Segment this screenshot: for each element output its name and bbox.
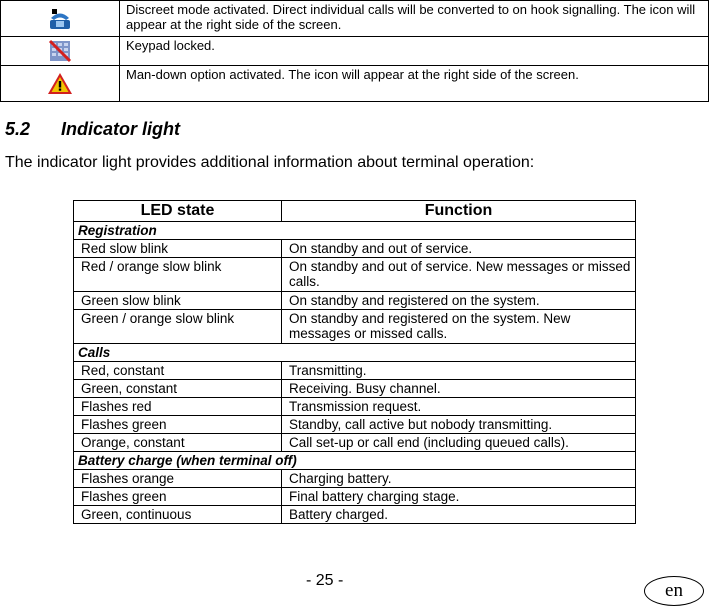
led-state-cell: Flashes orange <box>74 470 282 488</box>
function-cell: Transmission request. <box>282 398 636 416</box>
group-row <box>74 222 636 240</box>
table-row <box>74 258 636 292</box>
icon-row <box>1 1 709 37</box>
led-state-cell: Flashes green <box>74 488 282 506</box>
function-cell: Call set-up or call end (including queued calls). <box>282 434 636 452</box>
group-row <box>74 344 636 362</box>
icon-row-text: Discreet mode activated. Direct individual calls will be converted to on hook signalling. The icon will appear at the right side of the screen. <box>120 1 709 37</box>
led-state-cell: Green slow blink <box>74 292 282 310</box>
table-row <box>74 310 636 344</box>
table-row <box>74 470 636 488</box>
page-number: - 25 - <box>306 572 344 589</box>
section-title: Indicator light <box>61 119 180 139</box>
intro-text: The indicator light provides additional information about terminal operation: <box>5 154 535 171</box>
group-label: Calls <box>74 344 636 362</box>
table-row <box>74 488 636 506</box>
led-state-cell: Flashes green <box>74 416 282 434</box>
function-cell: Final battery charging stage. <box>282 488 636 506</box>
column-header-function: Function <box>282 201 636 222</box>
function-cell: Charging battery. <box>282 470 636 488</box>
function-cell: Standby, call active but nobody transmitting. <box>282 416 636 434</box>
table-header-row <box>74 201 636 222</box>
table-row <box>74 416 636 434</box>
keypad-locked-icon <box>47 38 73 64</box>
language-badge: en <box>644 576 704 606</box>
table-row <box>74 398 636 416</box>
warning-triangle-icon <box>47 71 73 97</box>
led-state-cell: Flashes red <box>74 398 282 416</box>
function-cell: Battery charged. <box>282 506 636 524</box>
led-state-cell: Green, continuous <box>74 506 282 524</box>
led-state-cell: Green, constant <box>74 380 282 398</box>
section-number: 5.2 <box>5 119 31 139</box>
column-header-led-state: LED state <box>74 201 282 222</box>
led-state-cell: Red / orange slow blink <box>74 258 282 292</box>
table-row <box>74 362 636 380</box>
table-row <box>74 506 636 524</box>
led-state-table <box>73 200 636 524</box>
function-cell: Transmitting. <box>282 362 636 380</box>
led-state-cell: Orange, constant <box>74 434 282 452</box>
icon-row-text: Man-down option activated. The icon will appear at the right side of the screen. <box>120 66 709 102</box>
table-row <box>74 292 636 310</box>
section-heading <box>5 119 180 140</box>
group-label: Registration <box>74 222 636 240</box>
function-cell: On standby and registered on the system. <box>282 292 636 310</box>
table-row <box>74 434 636 452</box>
table-row <box>74 380 636 398</box>
function-cell: Receiving. Busy channel. <box>282 380 636 398</box>
group-label: Battery charge (when terminal off) <box>74 452 636 470</box>
icon-row-text: Keypad locked. <box>120 37 709 66</box>
led-state-cell: Red slow blink <box>74 240 282 258</box>
phone-discreet-icon <box>47 6 73 32</box>
icon-row <box>1 37 709 66</box>
group-row <box>74 452 636 470</box>
function-cell: On standby and registered on the system. New messages or missed calls. <box>282 310 636 344</box>
led-state-cell: Red, constant <box>74 362 282 380</box>
function-cell: On standby and out of service. <box>282 240 636 258</box>
led-state-cell: Green / orange slow blink <box>74 310 282 344</box>
table-row <box>74 240 636 258</box>
icon-table <box>0 0 709 102</box>
icon-row <box>1 66 709 102</box>
function-cell: On standby and out of service. New messages or missed calls. <box>282 258 636 292</box>
